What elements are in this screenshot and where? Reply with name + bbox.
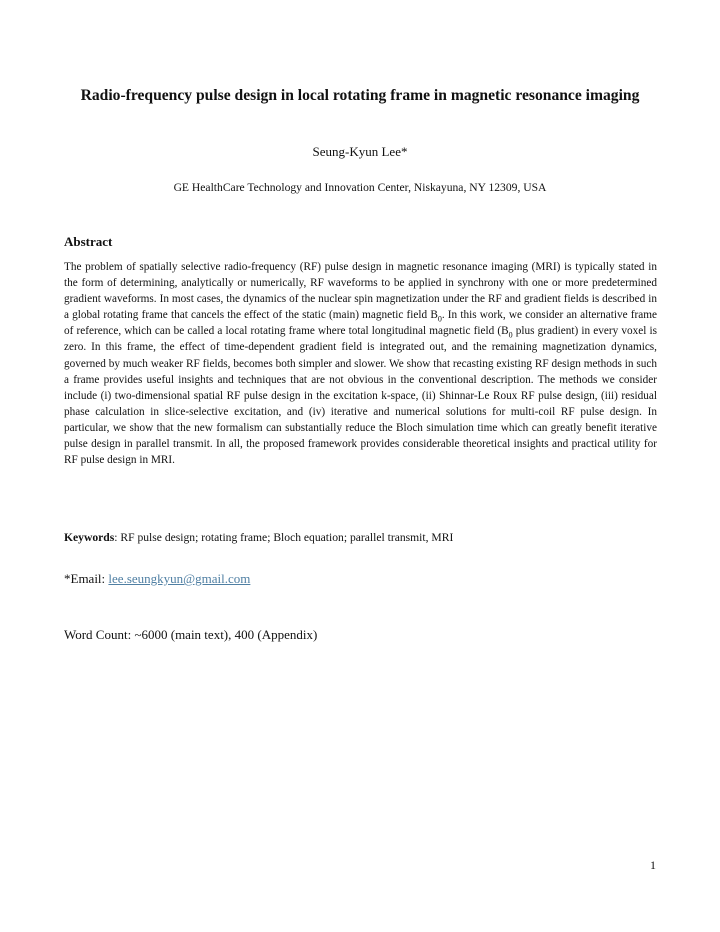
keywords-label: Keywords: [64, 531, 115, 544]
author-name: Seung-Kyun Lee*: [312, 144, 408, 159]
word-count: Word Count: ~6000 (main text), 400 (Appendix): [64, 627, 318, 642]
abstract-text-part-1: The problem of spatially selective radio-frequency (RF) pulse design in magnetic resonance imaging (MRI) is typically stated in the form of determining, analytically or numerically, RF waveforms to be applied in synchrony with one or more predetermined gradient waveforms. In most cases, the dynamics of the nuclear spin magnetization under the RF and gradient fields is described in a global rotating frame that cancels the effect of the static (main) magnetic field B: [64, 261, 657, 322]
email-link[interactable]: lee.seungkyun@gmail.com: [108, 571, 251, 586]
author-affiliation: GE HealthCare Technology and Innovation Center, Niskayuna, NY 12309, USA: [173, 181, 547, 194]
keywords-line: [64, 530, 453, 546]
email-label: *Email:: [64, 571, 109, 586]
abstract-text-part-3: plus gradient) in every voxel is zero. In this frame, the effect of time-dependent gradient field is integrated out, and the remaining magnetization dynamics, governed by much weaker RF fields, becomes both simpler and slower. We show that recasting existing RF design methods in such a frame provides useful insights and techniques that are not obvious in the conventional description. The methods we consider include (i) two-dimensional spatial RF pulse design in the excitation k-space, (ii) Shinnar-Le Roux RF pulse design, (iii) residual phase calculation in slice-selective excitation, and (iv) iterative and numerical solutions for multi-coil RF pulse design. In particular, we show that the new formalism can substantially reduce the Bloch simulation time which can greatly benefit iterative pulse design in parallel transmit. In all, the proposed framework provides considerable theoretical insights and practical utility for RF pulse design in MRI.: [64, 325, 657, 467]
keywords-text: : RF pulse design; rotating frame; Bloch equation; parallel transmit, MRI: [114, 531, 454, 544]
abstract-subscript-1: 0: [437, 314, 442, 324]
abstract-body: [64, 259, 657, 468]
abstract-subscript-2: 0: [508, 330, 513, 340]
abstract-heading: Abstract: [64, 234, 113, 249]
email-line: [64, 571, 250, 587]
paper-title: Radio-frequency pulse design in local rotating frame in magnetic resonance imaging: [80, 87, 640, 104]
page-number: 1: [650, 858, 656, 872]
abstract-text-part-2: . In this work, we consider an alternative frame of reference, which can be called a local rotating frame where total longitudinal magnetic field (B: [64, 309, 657, 338]
